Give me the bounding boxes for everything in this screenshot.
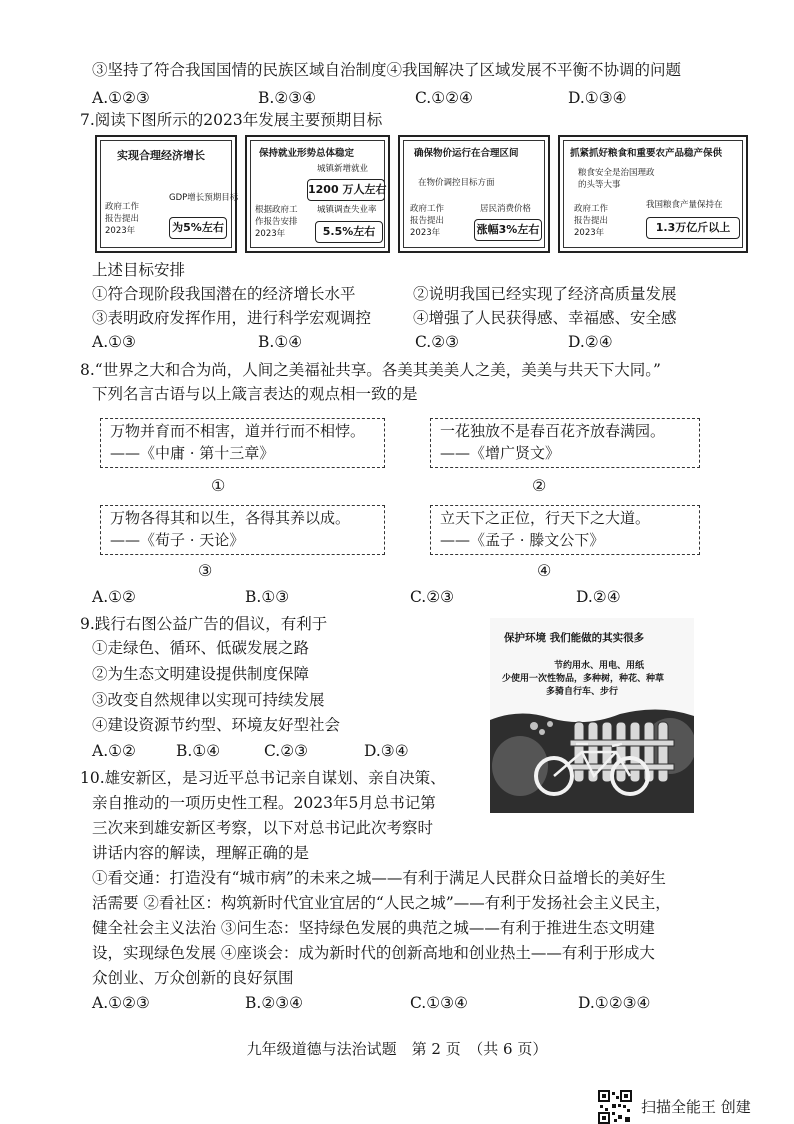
quote-source: ——《中庸 · 第十三章》 [110, 444, 275, 462]
q9-option-b[interactable]: B.①④ [176, 742, 221, 760]
quote-number: ① [211, 476, 226, 495]
goal-title: 确保物价运行在合理区间 [414, 148, 519, 159]
q10-line-2: 亲自推动的一项历史性工程。2023年5月总书记第 [92, 794, 436, 812]
q9-item-1: ①走绿色、循环、低碳发展之路 [92, 639, 310, 657]
q8-option-d[interactable]: D.②④ [576, 588, 621, 606]
public-ad-poster [490, 618, 694, 813]
q10-option-a[interactable]: A.①②③ [92, 994, 150, 1012]
q6-option-a[interactable]: A.①②③ [92, 89, 150, 107]
quote-text: 万物并育而不相害，道并行而不相悖。 [110, 422, 366, 440]
q8-option-a[interactable]: A.①② [92, 588, 136, 606]
q10-line-5: ①看交通：打造没有“城市病”的未来之城——有利于满足人民群众日益增长的美好生 [92, 869, 666, 887]
q7-lead: 上述目标安排 [92, 261, 186, 279]
q10-option-b[interactable]: B.②③④ [245, 994, 304, 1012]
goal-value: 1.3万亿斤以上 [646, 217, 740, 239]
goal-value: 1200 万人左右 [307, 179, 385, 201]
goal-left-text: 政府工作 报告提出 2023年 [105, 202, 140, 236]
goal-sub: 粮食安全是治国理政 的头等大事 [578, 168, 655, 190]
quote-source: ——《孟子 · 滕文公下》 [440, 531, 605, 549]
q10-line-7: 健全社会主义法治 ③问生态：坚持绿色发展的典范之城——有利于推进生态文明建 [92, 919, 655, 937]
poster-line: 多骑自行车、步行 [546, 687, 619, 697]
q6-option-d[interactable]: D.①③④ [568, 89, 627, 107]
poster-headline: 保护环境 我们能做的其实很多 [504, 632, 645, 644]
q9-option-a[interactable]: A.①② [92, 742, 136, 760]
quote-source: ——《增广贤文》 [440, 444, 561, 462]
quote-number: ② [532, 476, 547, 495]
goal-value: 涨幅3%左右 [474, 219, 542, 241]
goal-left-text: 政府工作 报告提出 2023年 [410, 204, 445, 238]
q8-stem-line-2: 下列名言古语与以上箴言表达的观点相一致的是 [92, 385, 418, 403]
goal-label: GDP增长预期目标 [169, 193, 239, 203]
goal-title: 保持就业形势总体稳定 [259, 148, 355, 159]
goal-label: 城镇新增就业 [317, 164, 369, 174]
goal-label: 我国粮食产量保持在 [646, 200, 723, 210]
q9-item-4: ④建设资源节约型、环境友好型社会 [92, 716, 341, 734]
q9-item-3: ③改变自然规律以实现可持续发展 [92, 691, 325, 709]
q7-option-d[interactable]: D.②④ [568, 333, 613, 351]
qr-code-icon [598, 1090, 632, 1124]
goal-label: 居民消费价格 [480, 204, 532, 214]
poster-line: 节约用水、用电、用纸 [554, 661, 645, 671]
q7-option-a[interactable]: A.①③ [92, 333, 136, 351]
q10-option-d[interactable]: D.①②③④ [578, 994, 651, 1012]
quote-text: 一花独放不是春百花齐放春满园。 [440, 422, 666, 440]
q10-line-3: 三次来到雄安新区考察，以下对总书记此次考察时 [92, 819, 434, 837]
goal-sub: 在物价调控目标方面 [418, 178, 495, 188]
goal-box-prices [398, 135, 550, 253]
q10-line-6: 活需要 ②看社区：构筑新时代宜业宜居的“人民之城”——有利于发扬社会主义民主， [92, 894, 671, 912]
goal-value: 为5%左右 [169, 217, 227, 239]
q10-line-9: 众创业、万众创新的良好氛围 [92, 969, 294, 987]
q6-option-b[interactable]: B.②③④ [258, 89, 317, 107]
q10-line-8: 设，实现绿色发展 ④座谈会：成为新时代的创新高地和创业热土——有利于形成大 [92, 944, 655, 962]
q6-item-line: ③坚持了符合我国国情的民族区域自治制度④我国解决了区域发展不平衡不协调的问题 [92, 61, 682, 79]
q7-item-4: ④增强了人民获得感、幸福感、安全感 [413, 309, 677, 327]
q7-item-2: ②说明我国已经实现了经济高质量发展 [413, 285, 677, 303]
q7-stem: 7.阅读下图所示的2023年发展主要预期目标 [80, 111, 383, 129]
q9-option-c[interactable]: C.②③ [264, 742, 309, 760]
goal-box-grain [558, 135, 748, 253]
poster-line: 少使用一次性物品，多种树，种花、种草 [502, 674, 665, 684]
q8-option-c[interactable]: C.②③ [410, 588, 455, 606]
q9-option-d[interactable]: D.③④ [364, 742, 409, 760]
goal-left-text: 根据政府工 作报告安排 2023年 [255, 205, 298, 239]
q9-item-2: ②为生态文明建设提供制度保障 [92, 665, 310, 683]
goal-title: 抓紧抓好粮食和重要农产品稳产保供 [570, 148, 723, 159]
scanner-watermark: 扫描全能王 创建 [641, 1098, 751, 1116]
q7-item-3: ③表明政府发挥作用，进行科学宏观调控 [92, 309, 372, 327]
q10-option-c[interactable]: C.①③④ [410, 994, 468, 1012]
q10-line-1: 10.雄安新区，是习近平总书记亲自谋划、亲自决策、 [80, 769, 446, 787]
goal-box-growth [95, 135, 237, 253]
goal-value: 5.5%左右 [315, 221, 383, 243]
poster-illustration [490, 706, 694, 813]
q7-item-1: ①符合现阶段我国潜在的经济增长水平 [92, 285, 356, 303]
page-footer: 九年级道德与法治试题 第 2 页 （共 6 页） [246, 1040, 548, 1058]
quote-text: 立天下之正位，行天下之大道。 [440, 509, 651, 527]
q8-stem-line-1: 8.“世界之大和合为尚，人间之美福祉共享。各美其美美人之美，美美与共天下大同。” [80, 361, 661, 379]
q8-option-b[interactable]: B.①③ [245, 588, 290, 606]
goal-label: 城镇调查失业率 [317, 205, 377, 215]
goal-left-text: 政府工作 报告提出 2023年 [574, 204, 609, 238]
goal-title: 实现合理经济增长 [117, 149, 205, 162]
quote-text: 万物各得其和以生，各得其养以成。 [110, 509, 351, 527]
quote-number: ③ [198, 561, 213, 580]
q7-option-c[interactable]: C.②③ [415, 333, 460, 351]
q10-line-4: 讲话内容的解读，理解正确的是 [92, 844, 310, 862]
quote-source: ——《荀子 · 天论》 [110, 531, 245, 549]
goal-box-employment [245, 135, 390, 253]
q9-stem: 9.践行右图公益广告的倡议，有利于 [80, 615, 328, 633]
q6-option-c[interactable]: C.①②④ [415, 89, 473, 107]
quote-number: ④ [537, 561, 552, 580]
q7-option-b[interactable]: B.①④ [258, 333, 303, 351]
